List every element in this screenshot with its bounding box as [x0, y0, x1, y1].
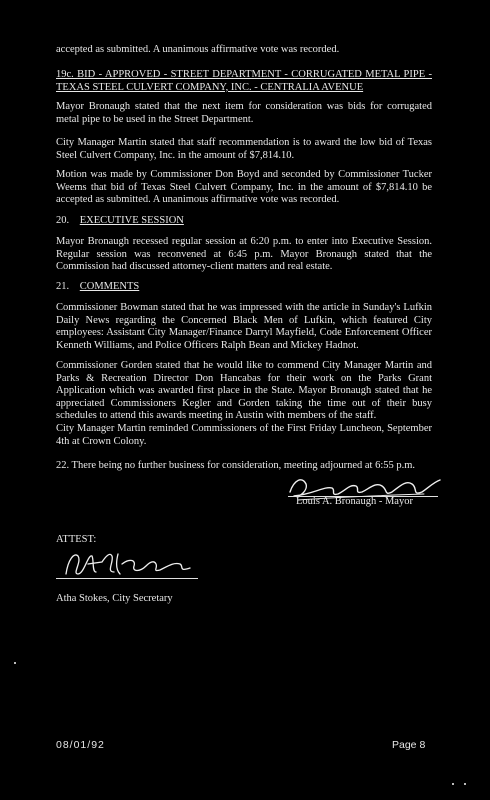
- attest-label: ATTEST:: [56, 534, 97, 545]
- item-19c-paragraph-1: Mayor Bronaugh stated that the next item for consideration was bids for corrugated metal pipe to be used in the Street Department.: [56, 101, 432, 125]
- item-21-number: 21.: [56, 281, 70, 292]
- attest-caption: Atha Stokes, City Secretary: [56, 593, 173, 604]
- item-21-paragraph-3: City Manager Martin reminded Commissioners of the First Friday Luncheon, September 4th at Crown Colony.: [56, 423, 432, 447]
- scan-speck: [464, 783, 466, 785]
- item-20-paragraph-1: Mayor Bronaugh recessed regular session at 6:20 p.m. to enter into Executive Session. Regular session was reconvened at 6:45 p.m. Mayor Bronaugh stated that the Commission had discussed attorney-client matters and real estate.: [56, 236, 432, 273]
- item-22-text: 22. There being no further business for consideration, meeting adjourned at 6:55 p.m.: [56, 460, 416, 471]
- scan-speck: [14, 662, 16, 664]
- item-20-title: EXECUTIVE SESSION: [79, 215, 184, 226]
- item-21-heading: [56, 281, 432, 294]
- continuation-text: accepted as submitted. A unanimous affirmative vote was recorded.: [56, 44, 340, 55]
- scan-speck: [452, 783, 454, 785]
- item-21-paragraph-1: Commissioner Bowman stated that he was impressed with the article in Sunday's Lufkin Daily News regarding the Concerned Black Men of Lufkin, which featured City employees: Assistant City Manager/Finance Darryl Mayfield, Code Enforcement Officer Kenneth Williams, and Police Officers Ralph Bean and Mickey Hadnot.: [56, 302, 432, 351]
- item-19c-heading: 19c. BID - APPROVED - STREET DEPARTMENT - CORRUGATED METAL PIPE - TEXAS STEEL CULVERT COMPANY, INC. - CENTRALIA AVENUE: [56, 69, 432, 93]
- item-20-number: 20.: [56, 215, 70, 226]
- item-21-title: COMMENTS: [79, 281, 140, 292]
- footer-date: 08/01/92: [56, 739, 105, 751]
- city-secretary-signature: [58, 546, 208, 582]
- item-19c-paragraph-3: Motion was made by Commissioner Don Boyd and seconded by Commissioner Tucker Weems that bid of Texas Steel Culvert Company, Inc. in the amount of $7,814.10 be accepted as submitted. A unanimous affirmative vote was recorded.: [56, 169, 432, 206]
- attest-signature-line: [56, 578, 198, 579]
- mayor-signature-caption: Louis A. Bronaugh - Mayor: [296, 496, 413, 507]
- footer-page-number: Page 8: [392, 739, 426, 751]
- item-20-heading: [56, 215, 432, 228]
- item-19c-paragraph-2: City Manager Martin stated that staff recommendation is to award the low bid of Texas Steel Culvert Company, Inc. in the amount of $7,814.10.: [56, 137, 432, 161]
- item-21-paragraph-2: Commissioner Gorden stated that he would like to commend City Manager Martin and Parks & Recreation Director Don Hancabas for their work on the Parks Grant Application which was awarded first place in the State. Mayor Bronaugh stated that he appreciated Commissioners Kegler and Gorden taking the time out of their busy schedules to attend this awards meeting in Austin with members of the staff.: [56, 360, 432, 422]
